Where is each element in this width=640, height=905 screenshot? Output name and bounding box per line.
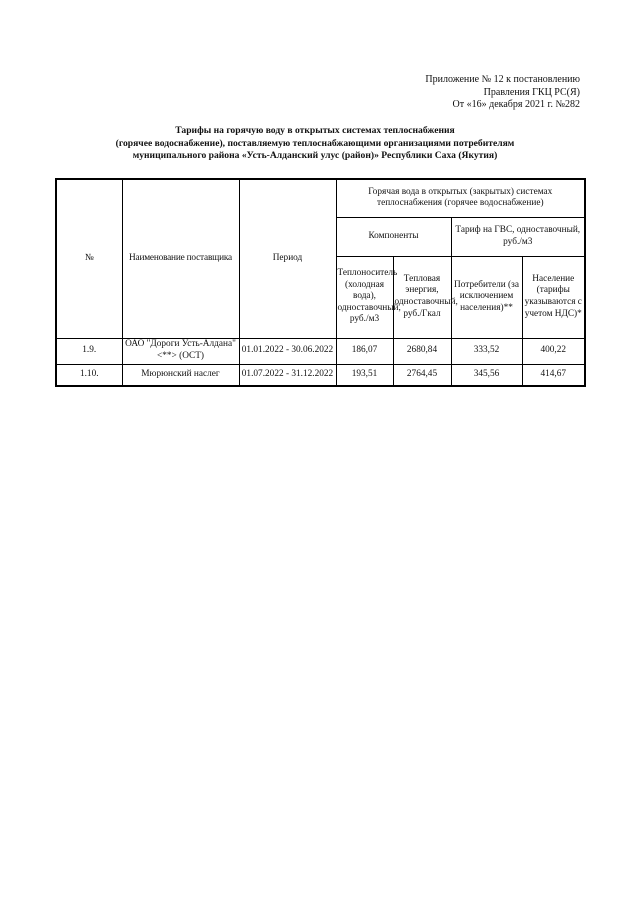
cell-period: 01.07.2022 - 31.12.2022 bbox=[239, 364, 336, 386]
title-line-3: муниципального района «Усть-Алданский улус (район)» Республики Саха (Якутия) bbox=[132, 150, 498, 162]
cell-heat-carrier: 186,07 bbox=[336, 338, 393, 364]
appendix-line-2: Правления ГКЦ РС(Я) bbox=[483, 86, 580, 98]
cell-heat-energy: 2764,45 bbox=[393, 364, 451, 386]
cell-num: 1.10. bbox=[56, 364, 122, 386]
cell-consumers: 345,56 bbox=[451, 364, 522, 386]
cell-heat-energy: 2680,84 bbox=[393, 338, 451, 364]
header-consumers: Потребители (за исключением населения)** bbox=[451, 256, 522, 338]
document-title bbox=[50, 125, 580, 163]
title-line-2: (горячее водоснабжение), поставляемую теплоснабжающими организациями потребителям bbox=[115, 137, 515, 149]
appendix-line-1: Приложение № 12 к постановлению bbox=[425, 74, 580, 85]
cell-supplier: ОАО "Дороги Усть-Алдана" <**> (ОСТ) bbox=[122, 338, 239, 364]
header-num: № bbox=[56, 179, 122, 338]
cell-num: 1.9. bbox=[56, 338, 122, 364]
cell-population: 414,67 bbox=[522, 364, 585, 386]
header-components: Компоненты bbox=[336, 217, 451, 256]
table-row bbox=[56, 364, 585, 386]
cell-period: 01.01.2022 - 30.06.2022 bbox=[239, 338, 336, 364]
header-supplier: Наименование поставщика bbox=[122, 179, 239, 338]
appendix-line-3: От «16» декабря 2021 г. №282 bbox=[452, 99, 580, 110]
header-population: Население (тарифы указываются с учетом НДС)* bbox=[522, 256, 585, 338]
tariffs-table bbox=[55, 178, 586, 387]
header-period: Период bbox=[239, 179, 336, 338]
header-heat-energy: Тепловая энергия, одноставочный, руб./Гкал bbox=[393, 256, 451, 338]
cell-population: 400,22 bbox=[522, 338, 585, 364]
header-heat-carrier: Теплоноситель (холодная вода), одноставочный, руб./м3 bbox=[336, 256, 393, 338]
cell-consumers: 333,52 bbox=[451, 338, 522, 364]
cell-heat-carrier: 193,51 bbox=[336, 364, 393, 386]
cell-supplier: Мюрюнский наслег bbox=[122, 364, 239, 386]
header-tariff: Тариф на ГВС, одноставочный, руб./м3 bbox=[451, 217, 585, 256]
appendix-reference bbox=[320, 74, 580, 112]
table-row bbox=[56, 338, 585, 364]
title-line-1: Тарифы на горячую воду в открытых системах теплоснабжения bbox=[175, 125, 455, 136]
header-hot-water-group: Горячая вода в открытых (закрытых) системах теплоснабжения (горячее водоснабжение) bbox=[336, 179, 585, 217]
